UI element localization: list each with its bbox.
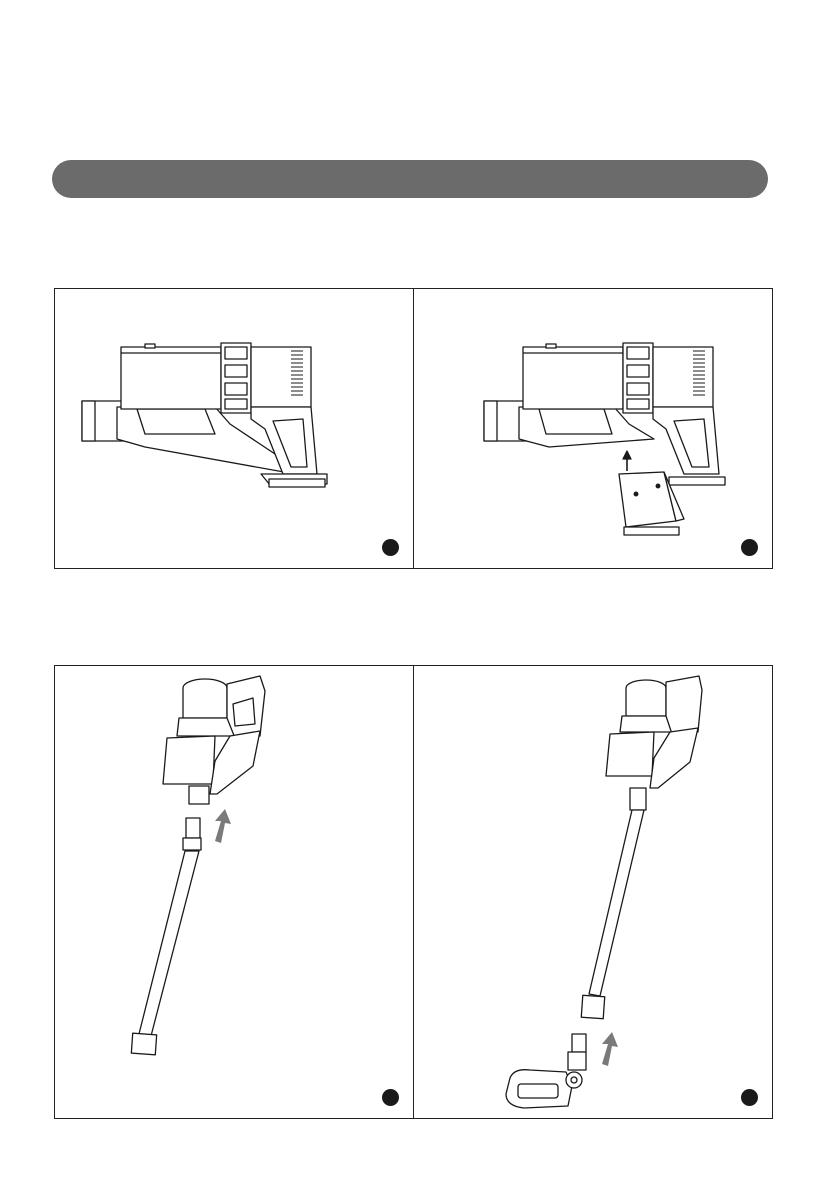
step-panel-2 (413, 289, 772, 568)
step-number-badge (382, 1089, 399, 1106)
up-arrow-icon (602, 1032, 618, 1066)
vacuum-body-icon (55, 289, 413, 568)
vacuum-floor-head-attach-icon (414, 666, 774, 1118)
step-row-bottom (54, 665, 773, 1119)
section-heading-bar (52, 160, 768, 198)
step-panel-1 (55, 289, 413, 568)
up-arrow-icon (623, 451, 631, 471)
up-arrow-icon (215, 809, 231, 843)
step-row-top (54, 288, 773, 569)
step-panel-4 (413, 666, 772, 1118)
step-number-badge (382, 539, 399, 556)
vacuum-body-icon (414, 289, 772, 568)
step-panel-3 (55, 666, 413, 1118)
floor-brush-head-icon (506, 1070, 582, 1108)
step-number-badge (741, 1089, 758, 1106)
step-number-badge (741, 539, 758, 556)
vacuum-wand-attach-icon (55, 666, 411, 1118)
